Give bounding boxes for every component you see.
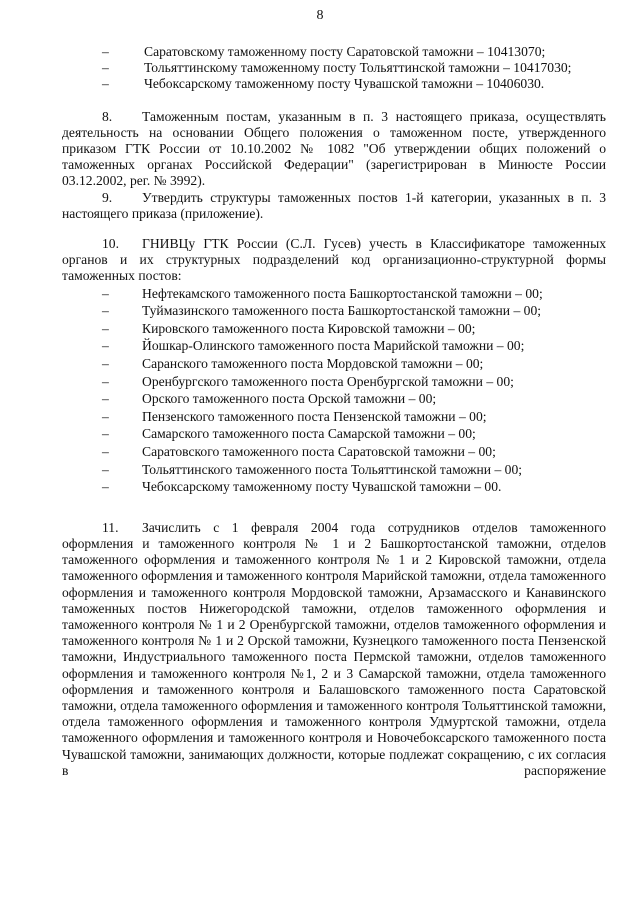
paragraph-number: 10.	[102, 236, 119, 252]
page-number: 8	[316, 8, 324, 23]
list-item: – Саранского таможенного поста Мордовской таможни – 00;	[62, 355, 606, 373]
list-item: – Самарского таможенного поста Самарской таможни – 00;	[62, 425, 606, 443]
list-item: – Оренбургского таможенного поста Оренбургской таможни – 00;	[62, 373, 606, 391]
list-item: – Чебоксарскому таможенному посту Чувашской таможни – 10406030.	[62, 76, 606, 92]
list-item: – Туймазинского таможенного поста Башкортостанской таможни – 00;	[62, 302, 606, 320]
paragraph-text: Зачислить с 1 февраля 2004 года сотрудников отделов таможенного оформления и таможенного контроля № 1 и 2 Башкортостанской таможни, отделов таможенного оформления и таможенного контроля № 1 и 2 Кировской таможни, отдела таможенного оформления и таможенного контроля Марийской таможни, отдела таможенного оформления и таможенного контроля Мордовской таможни, Арзамасского и Канавинского таможенных постов Нижегородской таможни, отделов таможенного оформления и таможенного контроля № 1 и 2 Оренбургской таможни, отделов таможенного оформления и таможенного контроля № 1 и 2 Орской таможни, Кузнецкого таможенного поста Пензенской таможни, Индустриального таможенного поста Пермской таможни, отделов таможенного оформления и таможенного контроля №1, 2 и 3 Самарской таможни, отдела таможенного оформления и таможенного контроля и Балашовского таможенного поста Саратовской таможни, отдела таможенного оформления и таможенного контроля Тольяттинской таможни, отдела таможенного оформления и таможенного контроля Удмуртской таможни, отдела таможенного оформления и таможенного контроля и Новочебоксарского таможенного поста Чувашской таможни, занимающих должности, которые подлежат сокращению, с их согласия в распоряжение	[62, 519, 606, 778]
list-item: – Кировского таможенного поста Кировской таможни – 00;	[62, 320, 606, 338]
paragraph-8	[62, 109, 606, 190]
list-item: – Орского таможенного поста Орской таможни – 00;	[62, 390, 606, 408]
list-item: – Пензенского таможенного поста Пензенской таможни – 00;	[62, 408, 606, 426]
list-item: – Тольяттинскому таможенному посту Тольяттинской таможни – 10417030;	[62, 60, 606, 76]
classifier-code-list	[62, 285, 606, 496]
list-item: – Нефтекамского таможенного поста Башкортостанской таможни – 00;	[62, 285, 606, 303]
list-item: – Саратовского таможенного поста Саратовской таможни – 00;	[62, 443, 606, 461]
customs-post-codes-list	[62, 44, 606, 93]
paragraph-number: 11.	[102, 519, 119, 535]
list-item: – Чебоксарскому таможенному посту Чувашской таможни – 00.	[62, 478, 606, 496]
paragraph-number: 8.	[102, 108, 113, 124]
list-item: – Тольяттинского таможенного поста Тольяттинской таможни – 00;	[62, 461, 606, 479]
paragraph-text: Утвердить структуры таможенных постов 1-й категории, указанных в п. 3 настоящего приказа (приложение).	[62, 189, 606, 221]
paragraph-11	[62, 520, 606, 779]
paragraph-9	[62, 190, 606, 222]
paragraph-text: Таможенным постам, указанным в п. 3 настоящего приказа, осуществлять деятельность на основании Общего положения о таможенном посте, утвержденного приказом ГТК России от 10.10.2002 № 1082 "Об утверждении общих положений о таможенных органах Российской Федерации" (зарегистрирован в Минюсте России 03.12.2002, рег. № 3992).	[62, 108, 606, 189]
list-item: – Йошкар-Олинского таможенного поста Марийской таможни – 00;	[62, 337, 606, 355]
paragraph-10	[62, 236, 606, 285]
paragraph-number: 9.	[102, 189, 113, 205]
document-body	[62, 44, 606, 779]
paragraph-text: ГНИВЦу ГТК России (С.Л. Гусев) учесть в Классификаторе таможенных органов и их структурных подразделений код организационно-структурной формы таможенных постов:	[62, 236, 606, 284]
list-item: – Саратовскому таможенному посту Саратовской таможни – 10413070;	[62, 44, 606, 60]
